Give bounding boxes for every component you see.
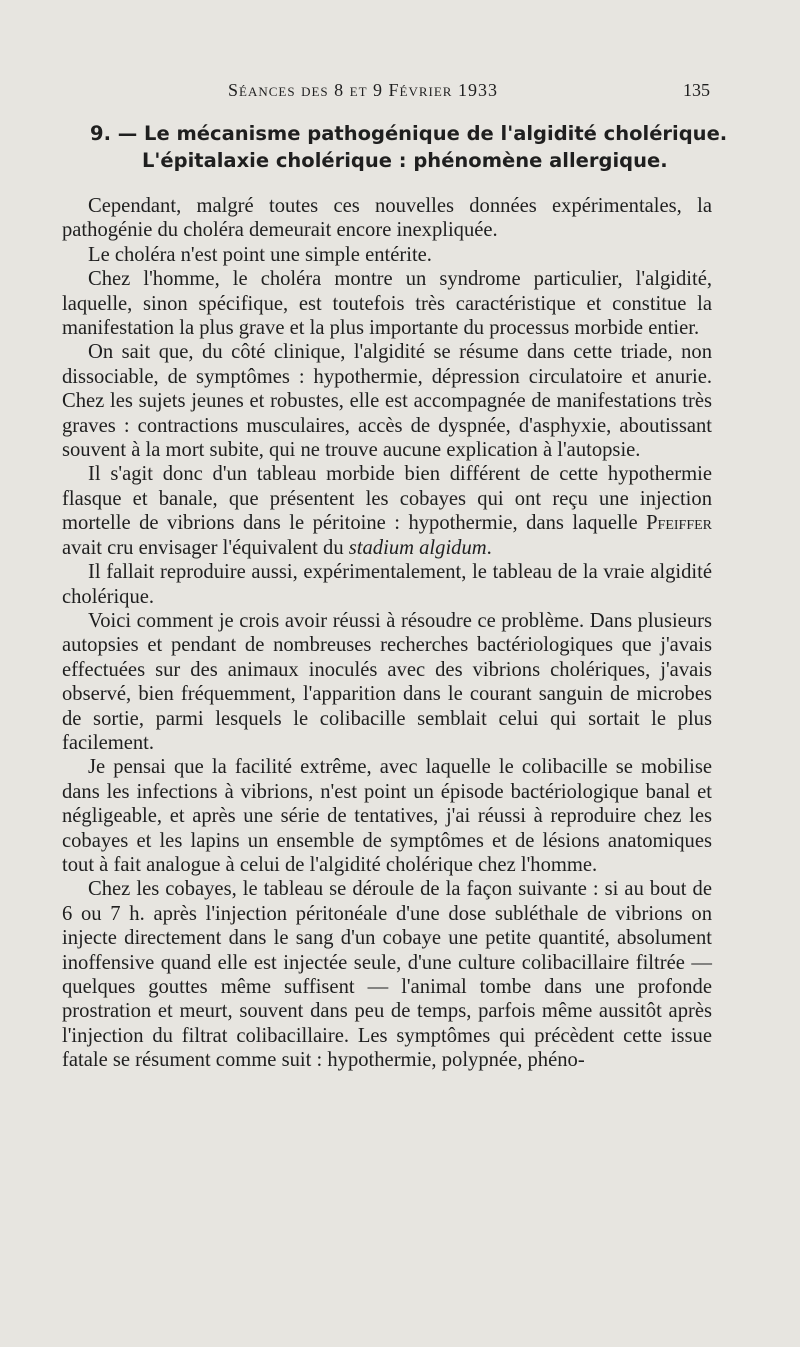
paragraph-text: .	[486, 536, 492, 559]
section-title	[90, 120, 730, 174]
author-name: Pfeiffer	[646, 512, 712, 535]
paragraph: Cependant, malgré toutes ces nouvelles données expérimentales, la pathogénie du choléra demeurait encore inexpliquée.	[62, 195, 712, 242]
paragraph: Il fallait reproduire aussi, expérimentalement, le tableau de la vraie algidité cholérique.	[62, 561, 712, 608]
paragraph: Chez les cobayes, le tableau se déroule de la façon suivante : si au bout de 6 ou 7 h. après l'injection péritonéale d'une dose subléthale de vibrions on injecte directement dans le sang d'un cobaye une petite quantité, absolument inoffensive quand elle est injectée seule, d'une culture colibacillaire filtrée — quelques gouttes même suffisent — l'animal tombe dans une profonde prostration et meurt, souvent dans peu de temps, parfois même aussitôt après l'injection du filtrat colibacillaire. Les symptômes qui précèdent cette issue fatale se résument comme suit : hypothermie, polypnée, phéno-	[62, 878, 712, 1072]
page-number: 135	[683, 80, 710, 100]
latin-term: stadium algidum	[348, 536, 487, 559]
page-header	[60, 80, 710, 101]
paragraph	[62, 462, 712, 560]
paragraph: Chez l'homme, le choléra montre un syndrome particulier, l'algidité, laquelle, sinon spécifique, est toutefois très caractéristique et constitue la manifestation la plus grave et la plus importante du processus morbide entier.	[62, 268, 712, 340]
section-title-line-1: 9. — Le mécanisme pathogénique de l'algidité cholérique.	[90, 122, 728, 145]
running-title: Séances des 8 et 9 Février 1933	[228, 80, 498, 100]
paragraph-text: avait cru envisager l'équivalent du	[62, 536, 349, 559]
paragraph-text: Il s'agit donc d'un tableau morbide bien différent de cette hypothermie flasque et banale, que présentent les cobayes qui ont reçu une injection mortelle de vibrions dans le péritoine : hypothermie, dans laquelle	[62, 463, 712, 535]
section-title-line-2: L'épitalaxie cholérique : phénomène allergique.	[142, 149, 668, 172]
paragraph: Le choléra n'est point une simple entérite.	[88, 243, 432, 266]
body-text	[62, 194, 712, 1073]
paragraph: Voici comment je crois avoir réussi à résoudre ce problème. Dans plusieurs autopsies et pendant de nombreuses recherches bactériologiques que j'avais effectuées sur des animaux inoculés avec des vibrions cholériques, j'avais observé, bien fréquemment, l'apparition dans le courant sanguin de microbes de sortie, parmi lesquels le colibacille semblait celui qui sortait le plus facilement.	[62, 609, 712, 754]
paragraph: Je pensai que la facilité extrême, avec laquelle le colibacille se mobilise dans les infections à vibrions, n'est point un épisode bactériologique banal et négligeable, et après une série de tentatives, j'ai réussi à reproduire chez les cobayes et les lapins un ensemble de symptômes et de lésions anatomiques tout à fait analogue à celui de l'algidité cholérique chez l'homme.	[62, 756, 712, 876]
paragraph: On sait que, du côté clinique, l'algidité se résume dans cette triade, non dissociable, de symptômes : hypothermie, dépression circulatoire et anurie. Chez les sujets jeunes et robustes, elle est accompagnée de manifestations très graves : contractions musculaires, accès de dyspnée, d'asphyxie, aboutissant souvent à la mort subite, qui ne trouve aucune explication à l'autopsie.	[62, 341, 712, 462]
